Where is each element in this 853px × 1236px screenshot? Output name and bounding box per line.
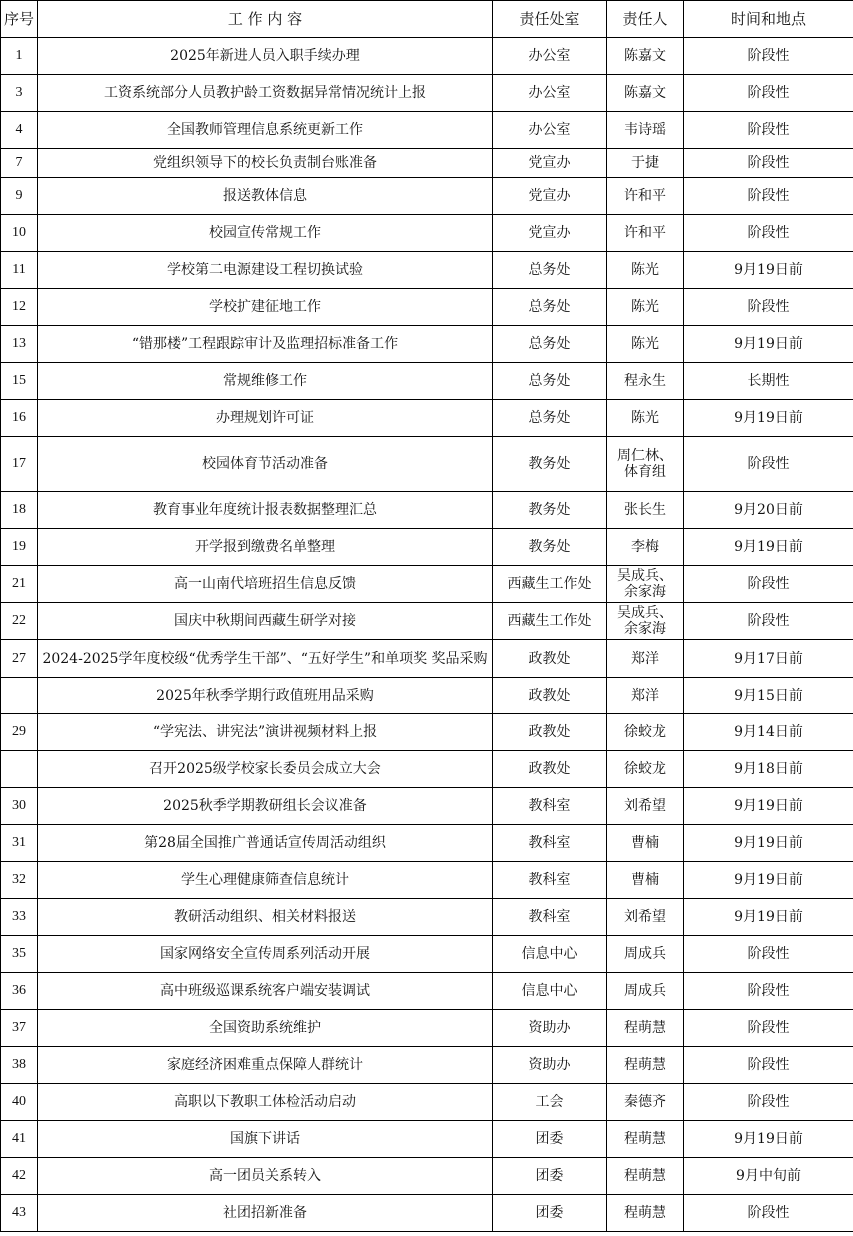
row-number: 3 bbox=[1, 75, 38, 112]
row-number: 17 bbox=[1, 437, 38, 492]
table-row bbox=[1, 1121, 853, 1158]
table-row bbox=[1, 936, 853, 973]
row-person: 陈光 bbox=[607, 252, 684, 289]
row-number: 9 bbox=[1, 178, 38, 215]
row-number: 36 bbox=[1, 973, 38, 1010]
row-time: 9月18日前 bbox=[684, 751, 853, 788]
row-person: 陈光 bbox=[607, 289, 684, 326]
row-number: 32 bbox=[1, 862, 38, 899]
row-dept: 办公室 bbox=[493, 38, 607, 75]
table-row bbox=[1, 252, 853, 289]
row-number: 27 bbox=[1, 640, 38, 678]
row-task: 校园体育节活动准备 bbox=[38, 437, 493, 492]
row-time: 阶段性 bbox=[684, 178, 853, 215]
row-task: 2025秋季学期教研组长会议准备 bbox=[38, 788, 493, 825]
table-row bbox=[1, 566, 853, 603]
row-task: 学生心理健康筛查信息统计 bbox=[38, 862, 493, 899]
row-time: 阶段性 bbox=[684, 566, 853, 603]
row-task: 校园宣传常规工作 bbox=[38, 215, 493, 252]
row-dept: 党宣办 bbox=[493, 178, 607, 215]
row-number: 18 bbox=[1, 492, 38, 529]
header-row bbox=[1, 1, 853, 38]
row-task: 高职以下教职工体检活动启动 bbox=[38, 1084, 493, 1121]
row-time: 阶段性 bbox=[684, 289, 853, 326]
row-person: 周成兵 bbox=[607, 973, 684, 1010]
row-dept: 团委 bbox=[493, 1158, 607, 1195]
row-person: 许和平 bbox=[607, 215, 684, 252]
row-time: 9月15日前 bbox=[684, 678, 853, 714]
row-number: 13 bbox=[1, 326, 38, 363]
row-task: 社团招新准备 bbox=[38, 1195, 493, 1232]
row-task: 教研活动组织、相关材料报送 bbox=[38, 899, 493, 936]
row-dept: 办公室 bbox=[493, 112, 607, 149]
header-no: 序号 bbox=[1, 1, 38, 38]
table-row bbox=[1, 1010, 853, 1047]
row-task: 全国资助系统维护 bbox=[38, 1010, 493, 1047]
row-person: 陈光 bbox=[607, 400, 684, 437]
row-number: 16 bbox=[1, 400, 38, 437]
row-task: 国家网络安全宣传周系列活动开展 bbox=[38, 936, 493, 973]
row-number: 22 bbox=[1, 603, 38, 640]
table-row bbox=[1, 38, 853, 75]
table-row bbox=[1, 112, 853, 149]
row-time: 9月20日前 bbox=[684, 492, 853, 529]
row-number: 35 bbox=[1, 936, 38, 973]
table-row bbox=[1, 603, 853, 640]
table-row bbox=[1, 640, 853, 678]
row-number: 31 bbox=[1, 825, 38, 862]
row-task: 2025年新进人员入职手续办理 bbox=[38, 38, 493, 75]
row-task: 国旗下讲话 bbox=[38, 1121, 493, 1158]
table-row bbox=[1, 1195, 853, 1232]
row-task: 第28届全国推广普通话宣传周活动组织 bbox=[38, 825, 493, 862]
row-person: 程萌慧 bbox=[607, 1047, 684, 1084]
table-row bbox=[1, 178, 853, 215]
table-row bbox=[1, 326, 853, 363]
row-person: 李梅 bbox=[607, 529, 684, 566]
row-dept: 教科室 bbox=[493, 788, 607, 825]
row-person: 刘希望 bbox=[607, 788, 684, 825]
row-time: 9月19日前 bbox=[684, 788, 853, 825]
table-row bbox=[1, 825, 853, 862]
row-number: 4 bbox=[1, 112, 38, 149]
row-number: 19 bbox=[1, 529, 38, 566]
row-dept: 党宣办 bbox=[493, 215, 607, 252]
row-task: “学宪法、讲宪法”演讲视频材料上报 bbox=[38, 714, 493, 751]
row-person: 秦德齐 bbox=[607, 1084, 684, 1121]
row-person: 程永生 bbox=[607, 363, 684, 400]
row-dept: 信息中心 bbox=[493, 936, 607, 973]
table-row bbox=[1, 492, 853, 529]
row-time: 阶段性 bbox=[684, 1010, 853, 1047]
header-person: 责任人 bbox=[607, 1, 684, 38]
row-person: 徐蛟龙 bbox=[607, 714, 684, 751]
row-dept: 总务处 bbox=[493, 252, 607, 289]
row-person: 陈嘉文 bbox=[607, 75, 684, 112]
row-task: 学校第二电源建设工程切换试验 bbox=[38, 252, 493, 289]
row-task: 开学报到缴费名单整理 bbox=[38, 529, 493, 566]
row-person: 徐蛟龙 bbox=[607, 751, 684, 788]
row-time: 9月19日前 bbox=[684, 862, 853, 899]
row-number: 37 bbox=[1, 1010, 38, 1047]
table-row bbox=[1, 400, 853, 437]
row-task: 办理规划许可证 bbox=[38, 400, 493, 437]
row-person: 郑洋 bbox=[607, 640, 684, 678]
row-task: 高一团员关系转入 bbox=[38, 1158, 493, 1195]
row-time: 阶段性 bbox=[684, 603, 853, 640]
row-time: 9月19日前 bbox=[684, 326, 853, 363]
row-task: 国庆中秋期间西藏生研学对接 bbox=[38, 603, 493, 640]
row-dept: 总务处 bbox=[493, 363, 607, 400]
row-person: 曹楠 bbox=[607, 862, 684, 899]
table-row bbox=[1, 437, 853, 492]
row-number: 43 bbox=[1, 1195, 38, 1232]
table-row bbox=[1, 529, 853, 566]
row-person: 程萌慧 bbox=[607, 1158, 684, 1195]
row-time: 阶段性 bbox=[684, 75, 853, 112]
row-dept: 总务处 bbox=[493, 289, 607, 326]
row-dept: 资助办 bbox=[493, 1010, 607, 1047]
row-time: 9月14日前 bbox=[684, 714, 853, 751]
row-number: 7 bbox=[1, 149, 38, 178]
table-row bbox=[1, 973, 853, 1010]
row-task: “错那楼”工程跟踪审计及监理招标准备工作 bbox=[38, 326, 493, 363]
row-number: 29 bbox=[1, 714, 38, 751]
row-dept: 西藏生工作处 bbox=[493, 566, 607, 603]
row-task: 党组织领导下的校长负责制台账准备 bbox=[38, 149, 493, 178]
row-task: 报送教体信息 bbox=[38, 178, 493, 215]
row-time: 9月17日前 bbox=[684, 640, 853, 678]
table-row bbox=[1, 1047, 853, 1084]
row-person: 韦诗瑶 bbox=[607, 112, 684, 149]
row-dept: 政教处 bbox=[493, 640, 607, 678]
row-number: 33 bbox=[1, 899, 38, 936]
row-dept: 党宣办 bbox=[493, 149, 607, 178]
row-task: 高一山南代培班招生信息反馈 bbox=[38, 566, 493, 603]
row-person: 程萌慧 bbox=[607, 1010, 684, 1047]
row-dept: 工会 bbox=[493, 1084, 607, 1121]
row-dept: 总务处 bbox=[493, 326, 607, 363]
row-number: 11 bbox=[1, 252, 38, 289]
row-number: 38 bbox=[1, 1047, 38, 1084]
table-row bbox=[1, 149, 853, 178]
row-task: 常规维修工作 bbox=[38, 363, 493, 400]
row-dept: 教科室 bbox=[493, 862, 607, 899]
row-time: 阶段性 bbox=[684, 149, 853, 178]
row-task: 2025年秋季学期行政值班用品采购 bbox=[38, 678, 493, 714]
row-number: 21 bbox=[1, 566, 38, 603]
row-time: 阶段性 bbox=[684, 1047, 853, 1084]
row-number bbox=[1, 678, 38, 714]
row-dept: 西藏生工作处 bbox=[493, 603, 607, 640]
row-time: 阶段性 bbox=[684, 38, 853, 75]
row-person: 吴成兵、 余家海 bbox=[607, 603, 684, 640]
row-person: 张长生 bbox=[607, 492, 684, 529]
row-number: 1 bbox=[1, 38, 38, 75]
row-time: 阶段性 bbox=[684, 215, 853, 252]
row-person: 陈光 bbox=[607, 326, 684, 363]
row-dept: 教科室 bbox=[493, 825, 607, 862]
row-time: 阶段性 bbox=[684, 973, 853, 1010]
row-dept: 团委 bbox=[493, 1121, 607, 1158]
row-person: 周仁林、 体育组 bbox=[607, 437, 684, 492]
row-time: 阶段性 bbox=[684, 1195, 853, 1232]
row-time: 阶段性 bbox=[684, 112, 853, 149]
row-task: 召开2025级学校家长委员会成立大会 bbox=[38, 751, 493, 788]
table-row bbox=[1, 1158, 853, 1195]
row-task: 全国教师管理信息系统更新工作 bbox=[38, 112, 493, 149]
table-row bbox=[1, 862, 853, 899]
header-task: 工 作 内 容 bbox=[38, 1, 493, 38]
row-task: 2024-2025学年度校级“优秀学生干部”、“五好学生”和单项奖 奖品采购 bbox=[38, 640, 493, 678]
row-person: 刘希望 bbox=[607, 899, 684, 936]
row-time: 9月19日前 bbox=[684, 529, 853, 566]
row-dept: 教务处 bbox=[493, 437, 607, 492]
row-time: 9月中旬前 bbox=[684, 1158, 853, 1195]
row-time: 阶段性 bbox=[684, 1084, 853, 1121]
row-time: 阶段性 bbox=[684, 936, 853, 973]
row-dept: 资助办 bbox=[493, 1047, 607, 1084]
row-dept: 教务处 bbox=[493, 492, 607, 529]
table-row bbox=[1, 363, 853, 400]
row-task: 学校扩建征地工作 bbox=[38, 289, 493, 326]
table-row bbox=[1, 75, 853, 112]
row-time: 长期性 bbox=[684, 363, 853, 400]
row-task: 工资系统部分人员教护龄工资数据异常情况统计上报 bbox=[38, 75, 493, 112]
row-person: 程萌慧 bbox=[607, 1195, 684, 1232]
row-number bbox=[1, 751, 38, 788]
row-time: 9月19日前 bbox=[684, 400, 853, 437]
row-dept: 政教处 bbox=[493, 678, 607, 714]
row-person: 郑洋 bbox=[607, 678, 684, 714]
row-dept: 总务处 bbox=[493, 400, 607, 437]
header-dept: 责任处室 bbox=[493, 1, 607, 38]
row-dept: 办公室 bbox=[493, 75, 607, 112]
row-number: 15 bbox=[1, 363, 38, 400]
row-dept: 团委 bbox=[493, 1195, 607, 1232]
row-number: 10 bbox=[1, 215, 38, 252]
row-dept: 教科室 bbox=[493, 899, 607, 936]
row-person: 陈嘉文 bbox=[607, 38, 684, 75]
row-person: 于捷 bbox=[607, 149, 684, 178]
row-dept: 政教处 bbox=[493, 751, 607, 788]
row-task: 高中班级巡课系统客户端安装调试 bbox=[38, 973, 493, 1010]
row-person: 周成兵 bbox=[607, 936, 684, 973]
row-number: 42 bbox=[1, 1158, 38, 1195]
row-task: 家庭经济困难重点保障人群统计 bbox=[38, 1047, 493, 1084]
table-row bbox=[1, 215, 853, 252]
row-person: 曹楠 bbox=[607, 825, 684, 862]
row-time: 阶段性 bbox=[684, 437, 853, 492]
row-person: 许和平 bbox=[607, 178, 684, 215]
table-row bbox=[1, 1084, 853, 1121]
row-number: 40 bbox=[1, 1084, 38, 1121]
row-task: 教育事业年度统计报表数据整理汇总 bbox=[38, 492, 493, 529]
row-number: 12 bbox=[1, 289, 38, 326]
table-row bbox=[1, 751, 853, 788]
row-number: 41 bbox=[1, 1121, 38, 1158]
table-row bbox=[1, 788, 853, 825]
row-person: 程萌慧 bbox=[607, 1121, 684, 1158]
row-dept: 信息中心 bbox=[493, 973, 607, 1010]
row-dept: 政教处 bbox=[493, 714, 607, 751]
row-time: 9月19日前 bbox=[684, 252, 853, 289]
row-number: 30 bbox=[1, 788, 38, 825]
header-time: 时间和地点 bbox=[684, 1, 853, 38]
row-dept: 教务处 bbox=[493, 529, 607, 566]
row-time: 9月19日前 bbox=[684, 1121, 853, 1158]
row-time: 9月19日前 bbox=[684, 899, 853, 936]
table-row bbox=[1, 678, 853, 714]
table-row bbox=[1, 289, 853, 326]
table-row bbox=[1, 714, 853, 751]
row-time: 9月19日前 bbox=[684, 825, 853, 862]
table-row bbox=[1, 899, 853, 936]
row-person: 吴成兵、 余家海 bbox=[607, 566, 684, 603]
